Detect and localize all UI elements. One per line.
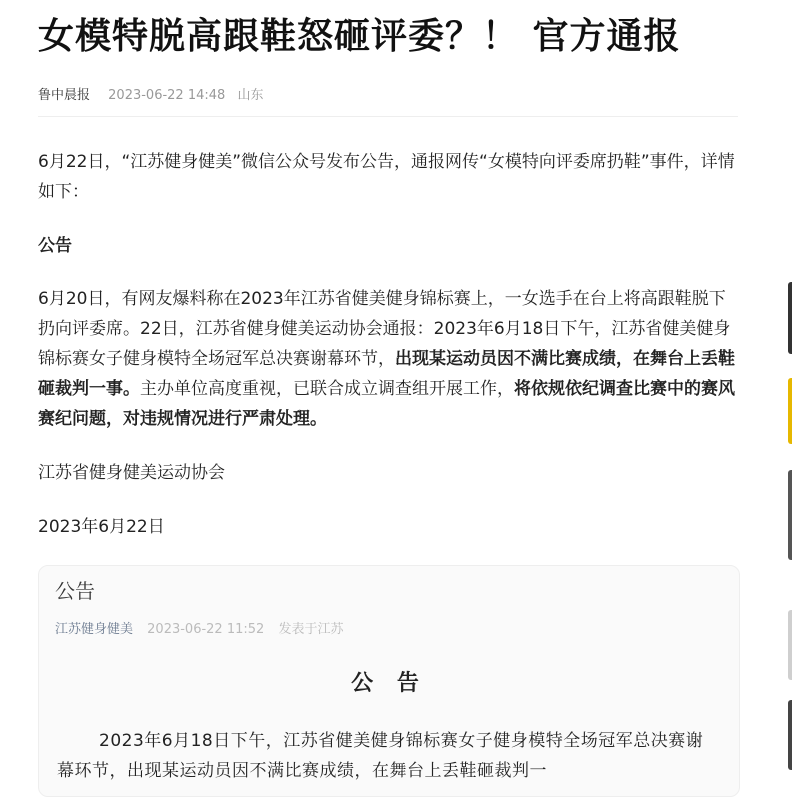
card-meta (55, 618, 343, 637)
intro-paragraph: 6月22日，“江苏健身健美”微信公众号发布公告，通报网传“女模特向评委席扔鞋”事件，详情如下： (38, 152, 735, 202)
signature: 江苏省健身健美运动协会 (38, 463, 225, 483)
section-heading: 公告 (38, 236, 72, 256)
sidebar-thumbnail[interactable] (788, 610, 792, 680)
source-name[interactable]: 鲁中晨报 (38, 88, 91, 103)
body-text: 主办单位高度重视，已联合成立调查组开展工作， (140, 379, 514, 399)
card-account[interactable]: 江苏健身健美 (55, 622, 134, 637)
publish-time: 2023-06-22 14:48 (108, 88, 226, 103)
card-time: 2023-06-22 11:52 (147, 622, 265, 637)
sidebar-thumbnail[interactable] (788, 378, 792, 444)
publish-location: 山东 (237, 88, 264, 103)
card-body: 2023年6月18日下午，江苏省健美健身锦标赛女子健身模特全场冠军总决赛谢幕环节，出现某运动员因不满比赛成绩，在舞台上丢鞋砸裁判一 (57, 731, 704, 781)
embedded-announcement-card[interactable] (38, 565, 740, 797)
right-sidebar-edge (784, 0, 792, 781)
sidebar-thumbnail[interactable] (788, 282, 792, 354)
article-title: 女模特脱高跟鞋怒砸评委？！ 官方通报 (38, 16, 681, 57)
body-text: 6月20日，有网友爆料称在2023年江苏省健美健身锦标赛上，一女选手在台上将高跟鞋脱下扔向评委席。22日，江苏省健身健美运动协会通报：2023年6月18日下午，江苏省健美健身锦标赛女子健身模特全场冠军总决赛谢幕环节， (38, 289, 731, 369)
card-title: 公告 (55, 579, 95, 603)
sidebar-thumbnail[interactable] (788, 470, 792, 560)
card-heading: 公 告 (351, 671, 427, 696)
sidebar-thumbnail[interactable] (788, 700, 792, 770)
body-paragraph (38, 284, 738, 434)
body-bold-text: 出现某运动员因不满比赛成绩，在舞台上丢鞋砸裁判一事。 (38, 349, 735, 399)
divider (38, 116, 738, 117)
article-meta (38, 84, 263, 103)
card-location: 发表于江苏 (278, 622, 344, 637)
body-bold-text: 将依规依纪调查比赛中的赛风赛纪问题，对违规情况进行严肃处理。 (38, 379, 735, 429)
signature-date: 2023年6月22日 (38, 517, 165, 537)
